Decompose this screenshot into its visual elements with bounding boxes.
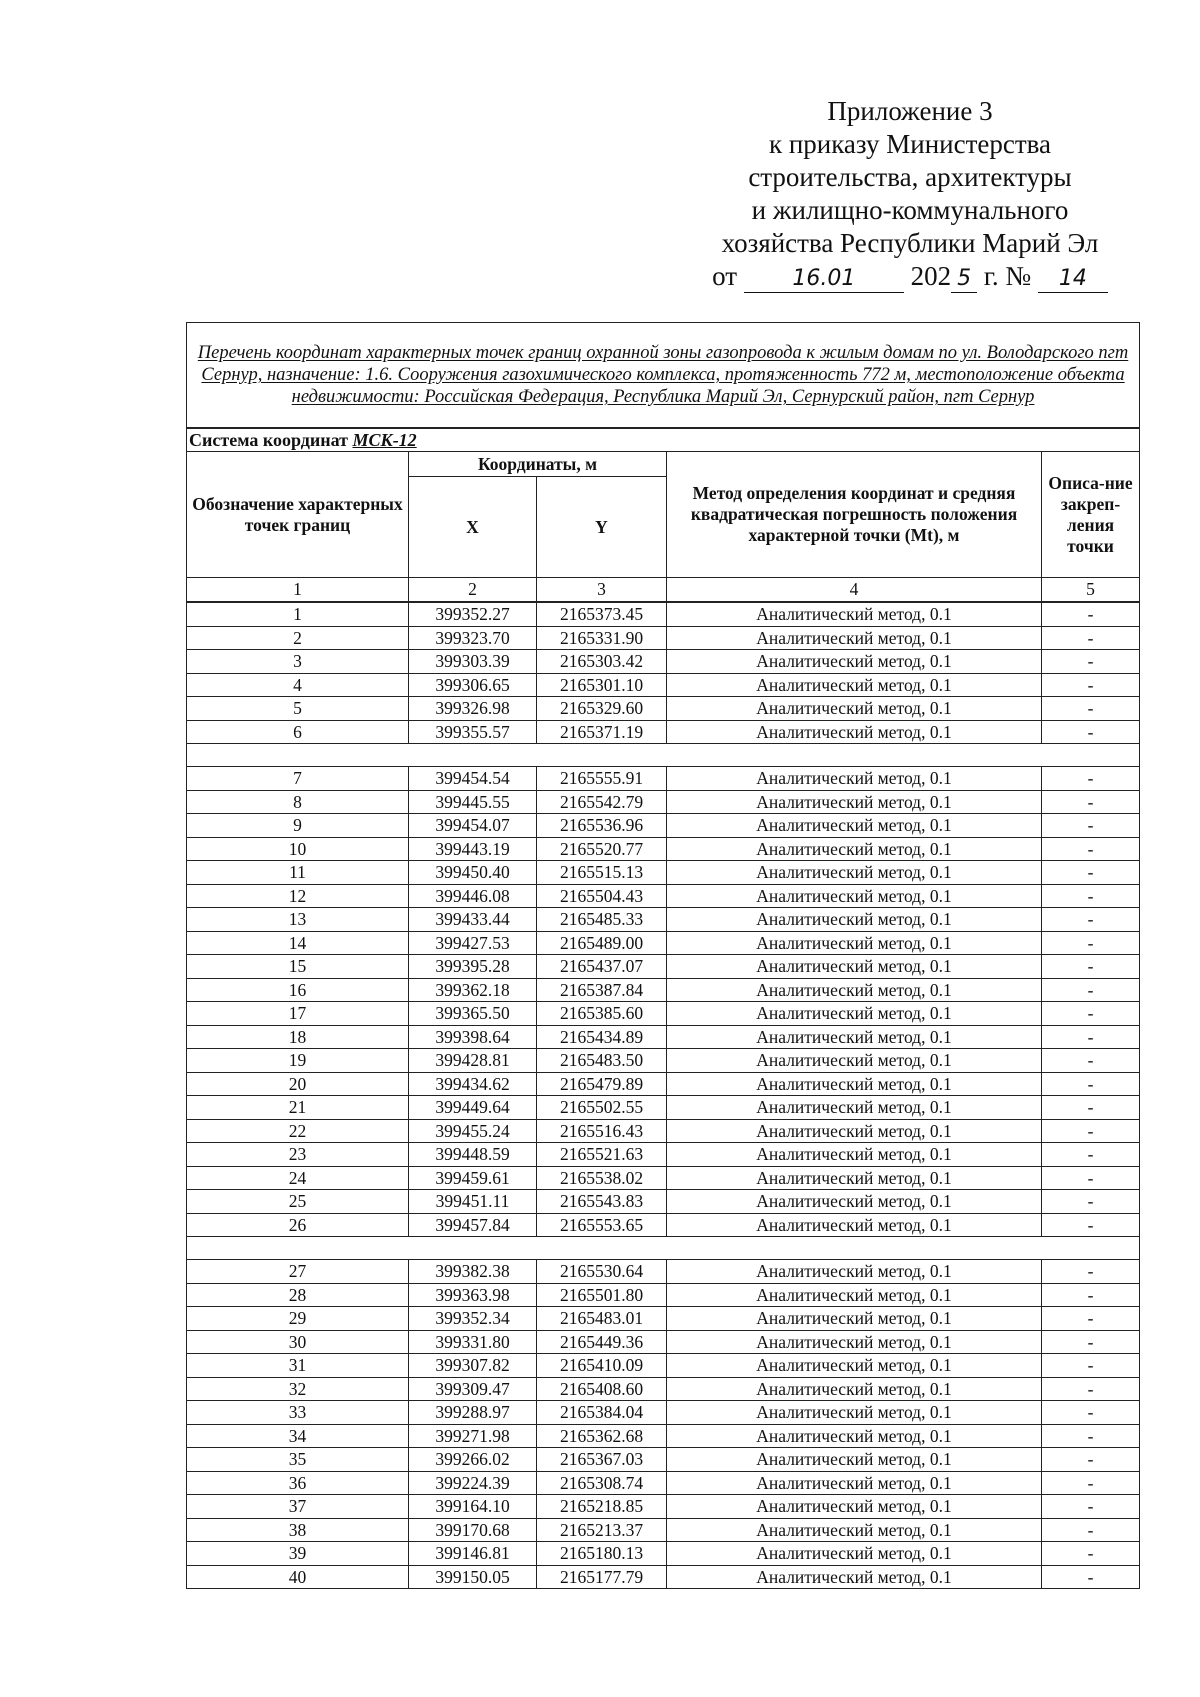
coord-y: 2165516.43 <box>537 1119 667 1143</box>
table-row <box>187 1377 1140 1401</box>
point-number: 15 <box>187 955 409 979</box>
method: Аналитический метод, 0.1 <box>667 1354 1042 1378</box>
table-row <box>187 955 1140 979</box>
method: Аналитический метод, 0.1 <box>667 1025 1042 1049</box>
header-description: Описа-ние закреп-ления точки <box>1042 452 1140 578</box>
order-number: 14 <box>1038 266 1108 293</box>
coord-x: 399433.44 <box>409 908 537 932</box>
coord-x: 399271.98 <box>409 1424 537 1448</box>
method: Аналитический метод, 0.1 <box>667 1119 1042 1143</box>
separator-cell <box>537 1237 667 1260</box>
method: Аналитический метод, 0.1 <box>667 1330 1042 1354</box>
coord-y: 2165485.33 <box>537 908 667 932</box>
table-row <box>187 814 1140 838</box>
method: Аналитический метод, 0.1 <box>667 1448 1042 1472</box>
method: Аналитический метод, 0.1 <box>667 697 1042 721</box>
description: - <box>1042 1260 1140 1284</box>
point-number: 17 <box>187 1002 409 1026</box>
coord-x: 399428.81 <box>409 1049 537 1073</box>
coord-y: 2165301.10 <box>537 673 667 697</box>
year-prefix: 202 <box>910 261 952 291</box>
method: Аналитический метод, 0.1 <box>667 1424 1042 1448</box>
point-number: 25 <box>187 1190 409 1214</box>
contour-separator-row <box>187 744 1140 767</box>
method: Аналитический метод, 0.1 <box>667 1283 1042 1307</box>
coord-y: 2165385.60 <box>537 1002 667 1026</box>
description: - <box>1042 978 1140 1002</box>
table-row <box>187 1072 1140 1096</box>
header-point-designation: Обозначение характерных точек границ <box>187 452 409 578</box>
header-line-1: Приложение 3 <box>827 96 993 126</box>
method: Аналитический метод, 0.1 <box>667 955 1042 979</box>
table-row <box>187 1049 1140 1073</box>
table-row <box>187 1307 1140 1331</box>
order-date-line <box>690 260 1130 293</box>
coord-x: 399362.18 <box>409 978 537 1002</box>
column-number: 3 <box>537 578 667 603</box>
table-row <box>187 1002 1140 1026</box>
description: - <box>1042 1424 1140 1448</box>
coord-x: 399352.34 <box>409 1307 537 1331</box>
method: Аналитический метод, 0.1 <box>667 602 1042 626</box>
table-row <box>187 1518 1140 1542</box>
description: - <box>1042 1307 1140 1331</box>
method: Аналитический метод, 0.1 <box>667 720 1042 744</box>
coord-y: 2165213.37 <box>537 1518 667 1542</box>
separator-cell <box>667 744 1042 767</box>
method: Аналитический метод, 0.1 <box>667 908 1042 932</box>
header-line-5: хозяйства Республики Марий Эл <box>721 228 1099 258</box>
coord-x: 399355.57 <box>409 720 537 744</box>
description: - <box>1042 931 1140 955</box>
separator-cell <box>1042 1237 1140 1260</box>
column-number: 5 <box>1042 578 1140 603</box>
table-title-row <box>187 323 1140 429</box>
description: - <box>1042 1213 1140 1237</box>
coord-y: 2165180.13 <box>537 1542 667 1566</box>
table-row <box>187 1213 1140 1237</box>
table-row <box>187 931 1140 955</box>
point-number: 12 <box>187 884 409 908</box>
table-row <box>187 1354 1140 1378</box>
coord-y: 2165303.42 <box>537 650 667 674</box>
point-number: 40 <box>187 1565 409 1589</box>
coord-x: 399326.98 <box>409 697 537 721</box>
description: - <box>1042 1565 1140 1589</box>
separator-cell <box>1042 744 1140 767</box>
point-number: 27 <box>187 1260 409 1284</box>
point-number: 11 <box>187 861 409 885</box>
description: - <box>1042 1143 1140 1167</box>
point-number: 14 <box>187 931 409 955</box>
coord-x: 399398.64 <box>409 1025 537 1049</box>
point-number: 22 <box>187 1119 409 1143</box>
point-number: 37 <box>187 1495 409 1519</box>
point-number: 19 <box>187 1049 409 1073</box>
coord-x: 399450.40 <box>409 861 537 885</box>
description: - <box>1042 955 1140 979</box>
description: - <box>1042 1542 1140 1566</box>
method: Аналитический метод, 0.1 <box>667 1565 1042 1589</box>
method: Аналитический метод, 0.1 <box>667 673 1042 697</box>
table-row <box>187 884 1140 908</box>
coord-x: 399451.11 <box>409 1190 537 1214</box>
coord-x: 399427.53 <box>409 931 537 955</box>
header-row-1 <box>187 452 1140 477</box>
method: Аналитический метод, 0.1 <box>667 1072 1042 1096</box>
separator-cell <box>409 1237 537 1260</box>
point-number: 20 <box>187 1072 409 1096</box>
description: - <box>1042 1495 1140 1519</box>
description: - <box>1042 673 1140 697</box>
coord-y: 2165331.90 <box>537 626 667 650</box>
method: Аналитический метод, 0.1 <box>667 1190 1042 1214</box>
point-number: 33 <box>187 1401 409 1425</box>
coord-x: 399445.55 <box>409 790 537 814</box>
table-row <box>187 1119 1140 1143</box>
coord-y: 2165530.64 <box>537 1260 667 1284</box>
point-number: 6 <box>187 720 409 744</box>
method: Аналитический метод, 0.1 <box>667 1307 1042 1331</box>
coord-x: 399307.82 <box>409 1354 537 1378</box>
table-row <box>187 1448 1140 1472</box>
point-number: 36 <box>187 1471 409 1495</box>
description: - <box>1042 650 1140 674</box>
coord-x: 399395.28 <box>409 955 537 979</box>
column-number: 2 <box>409 578 537 603</box>
coord-y: 2165489.00 <box>537 931 667 955</box>
table-row <box>187 1330 1140 1354</box>
coord-x: 399164.10 <box>409 1495 537 1519</box>
coord-x: 399443.19 <box>409 837 537 861</box>
coordinates-table-body <box>187 323 1140 1589</box>
table-title: Перечень координат характерных точек границ охранной зоны газопровода к жилым домам по ул. Володарского пгт Сернур, назначение: 1.6. Сооружения газохимического комплекса, протяженность 772 м, местоположение объекта недвижимости: Российская Федерация, Республика Марий Эл, Сернурский район, пгт Сернур <box>187 323 1140 429</box>
description: - <box>1042 626 1140 650</box>
coord-y: 2165434.89 <box>537 1025 667 1049</box>
coord-x: 399454.07 <box>409 814 537 838</box>
point-number: 1 <box>187 602 409 626</box>
table-row <box>187 1260 1140 1284</box>
from-label: от <box>712 261 738 291</box>
table-row <box>187 1190 1140 1214</box>
header-line-3: строительства, архитектуры <box>748 162 1072 192</box>
coord-y: 2165502.55 <box>537 1096 667 1120</box>
table-row <box>187 1565 1140 1589</box>
coord-y: 2165538.02 <box>537 1166 667 1190</box>
column-number-row <box>187 578 1140 603</box>
coord-x: 399448.59 <box>409 1143 537 1167</box>
table-row <box>187 1025 1140 1049</box>
table-row <box>187 1471 1140 1495</box>
coord-x: 399455.24 <box>409 1119 537 1143</box>
coord-y: 2165483.01 <box>537 1307 667 1331</box>
number-label: г. № <box>983 261 1032 291</box>
point-number: 29 <box>187 1307 409 1331</box>
coord-y: 2165437.07 <box>537 955 667 979</box>
description: - <box>1042 1166 1140 1190</box>
description: - <box>1042 1119 1140 1143</box>
method: Аналитический метод, 0.1 <box>667 931 1042 955</box>
coord-y: 2165362.68 <box>537 1424 667 1448</box>
coord-x: 399323.70 <box>409 626 537 650</box>
coord-x: 399146.81 <box>409 1542 537 1566</box>
method: Аналитический метод, 0.1 <box>667 1002 1042 1026</box>
table-row <box>187 1495 1140 1519</box>
description: - <box>1042 814 1140 838</box>
separator-cell <box>667 1237 1042 1260</box>
method: Аналитический метод, 0.1 <box>667 1377 1042 1401</box>
description: - <box>1042 1025 1140 1049</box>
method: Аналитический метод, 0.1 <box>667 626 1042 650</box>
method: Аналитический метод, 0.1 <box>667 650 1042 674</box>
table-row <box>187 767 1140 791</box>
point-number: 35 <box>187 1448 409 1472</box>
coord-y: 2165555.91 <box>537 767 667 791</box>
point-number: 38 <box>187 1518 409 1542</box>
table-row <box>187 626 1140 650</box>
method: Аналитический метод, 0.1 <box>667 1049 1042 1073</box>
method: Аналитический метод, 0.1 <box>667 1518 1042 1542</box>
coord-x: 399457.84 <box>409 1213 537 1237</box>
method: Аналитический метод, 0.1 <box>667 1401 1042 1425</box>
table-row <box>187 650 1140 674</box>
method: Аналитический метод, 0.1 <box>667 884 1042 908</box>
coord-x: 399306.65 <box>409 673 537 697</box>
coord-y: 2165520.77 <box>537 837 667 861</box>
description: - <box>1042 1401 1140 1425</box>
separator-cell <box>409 744 537 767</box>
table-row <box>187 602 1140 626</box>
table-row <box>187 1283 1140 1307</box>
method: Аналитический метод, 0.1 <box>667 1096 1042 1120</box>
coord-y: 2165483.50 <box>537 1049 667 1073</box>
point-number: 4 <box>187 673 409 697</box>
description: - <box>1042 1096 1140 1120</box>
description: - <box>1042 1190 1140 1214</box>
table-row <box>187 861 1140 885</box>
coord-y: 2165501.80 <box>537 1283 667 1307</box>
coord-y: 2165218.85 <box>537 1495 667 1519</box>
coord-x: 399434.62 <box>409 1072 537 1096</box>
contour-separator-row <box>187 1237 1140 1260</box>
column-number: 4 <box>667 578 1042 603</box>
table-row <box>187 1166 1140 1190</box>
coord-x: 399288.97 <box>409 1401 537 1425</box>
coord-y: 2165515.13 <box>537 861 667 885</box>
point-number: 21 <box>187 1096 409 1120</box>
coord-x: 399363.98 <box>409 1283 537 1307</box>
coordinate-system-value: МСК-12 <box>352 429 417 450</box>
point-number: 23 <box>187 1143 409 1167</box>
coord-y: 2165384.04 <box>537 1401 667 1425</box>
point-number: 32 <box>187 1377 409 1401</box>
coord-y: 2165367.03 <box>537 1448 667 1472</box>
point-number: 34 <box>187 1424 409 1448</box>
coord-y: 2165308.74 <box>537 1471 667 1495</box>
separator-cell <box>537 744 667 767</box>
table-row <box>187 978 1140 1002</box>
coord-y: 2165177.79 <box>537 1565 667 1589</box>
coordinate-system-label: Система координат <box>189 429 348 450</box>
coordinate-system <box>187 428 1140 452</box>
description: - <box>1042 1448 1140 1472</box>
point-number: 16 <box>187 978 409 1002</box>
point-number: 28 <box>187 1283 409 1307</box>
point-number: 7 <box>187 767 409 791</box>
table-row <box>187 1401 1140 1425</box>
separator-cell <box>187 1237 409 1260</box>
header-coordinates: Координаты, м <box>409 452 667 477</box>
table-row <box>187 908 1140 932</box>
method: Аналитический метод, 0.1 <box>667 1495 1042 1519</box>
coord-x: 399331.80 <box>409 1330 537 1354</box>
coord-y: 2165553.65 <box>537 1213 667 1237</box>
header-x: X <box>409 477 537 578</box>
coord-x: 399224.39 <box>409 1471 537 1495</box>
point-number: 26 <box>187 1213 409 1237</box>
description: - <box>1042 1283 1140 1307</box>
coord-y: 2165543.83 <box>537 1190 667 1214</box>
coord-x: 399449.64 <box>409 1096 537 1120</box>
description: - <box>1042 790 1140 814</box>
point-number: 10 <box>187 837 409 861</box>
method: Аналитический метод, 0.1 <box>667 1143 1042 1167</box>
method: Аналитический метод, 0.1 <box>667 1213 1042 1237</box>
separator-cell <box>187 744 409 767</box>
description: - <box>1042 837 1140 861</box>
description: - <box>1042 1072 1140 1096</box>
point-number: 30 <box>187 1330 409 1354</box>
method: Аналитический метод, 0.1 <box>667 814 1042 838</box>
coord-x: 399365.50 <box>409 1002 537 1026</box>
coord-x: 399266.02 <box>409 1448 537 1472</box>
method: Аналитический метод, 0.1 <box>667 1542 1042 1566</box>
description: - <box>1042 861 1140 885</box>
document-header <box>690 95 1130 293</box>
coord-x: 399309.47 <box>409 1377 537 1401</box>
coord-x: 399446.08 <box>409 884 537 908</box>
method: Аналитический метод, 0.1 <box>667 790 1042 814</box>
table-row <box>187 1542 1140 1566</box>
coord-y: 2165504.43 <box>537 884 667 908</box>
description: - <box>1042 1049 1140 1073</box>
coord-x: 399150.05 <box>409 1565 537 1589</box>
point-number: 31 <box>187 1354 409 1378</box>
description: - <box>1042 884 1140 908</box>
coordinates-table <box>186 322 1140 1589</box>
header-line-2: к приказу Министерства <box>768 129 1052 159</box>
coord-y: 2165536.96 <box>537 814 667 838</box>
description: - <box>1042 767 1140 791</box>
table-row <box>187 1143 1140 1167</box>
point-number: 18 <box>187 1025 409 1049</box>
header-method: Метод определения координат и средняя квадратическая погрешность положения характерной точки (Mt), м <box>667 452 1042 578</box>
description: - <box>1042 1518 1140 1542</box>
method: Аналитический метод, 0.1 <box>667 837 1042 861</box>
point-number: 3 <box>187 650 409 674</box>
column-number: 1 <box>187 578 409 603</box>
point-number: 5 <box>187 697 409 721</box>
method: Аналитический метод, 0.1 <box>667 767 1042 791</box>
coord-y: 2165479.89 <box>537 1072 667 1096</box>
header-line-4: и жилищно-коммунального <box>751 195 1069 225</box>
table-row <box>187 720 1140 744</box>
method: Аналитический метод, 0.1 <box>667 861 1042 885</box>
coord-x: 399382.38 <box>409 1260 537 1284</box>
method: Аналитический метод, 0.1 <box>667 1471 1042 1495</box>
description: - <box>1042 720 1140 744</box>
method: Аналитический метод, 0.1 <box>667 978 1042 1002</box>
coord-y: 2165410.09 <box>537 1354 667 1378</box>
coord-y: 2165373.45 <box>537 602 667 626</box>
coord-y: 2165449.36 <box>537 1330 667 1354</box>
coord-x: 399303.39 <box>409 650 537 674</box>
coord-y: 2165329.60 <box>537 697 667 721</box>
description: - <box>1042 602 1140 626</box>
coordinate-system-row <box>187 428 1140 452</box>
point-number: 9 <box>187 814 409 838</box>
coord-y: 2165521.63 <box>537 1143 667 1167</box>
coord-x: 399454.54 <box>409 767 537 791</box>
method: Аналитический метод, 0.1 <box>667 1260 1042 1284</box>
point-number: 13 <box>187 908 409 932</box>
table-row <box>187 673 1140 697</box>
description: - <box>1042 1471 1140 1495</box>
description: - <box>1042 1002 1140 1026</box>
coord-y: 2165371.19 <box>537 720 667 744</box>
coord-y: 2165387.84 <box>537 978 667 1002</box>
description: - <box>1042 1330 1140 1354</box>
coord-y: 2165408.60 <box>537 1377 667 1401</box>
point-number: 24 <box>187 1166 409 1190</box>
description: - <box>1042 1354 1140 1378</box>
table-row <box>187 1424 1140 1448</box>
table-row <box>187 697 1140 721</box>
description: - <box>1042 697 1140 721</box>
method: Аналитический метод, 0.1 <box>667 1166 1042 1190</box>
coord-x: 399352.27 <box>409 602 537 626</box>
point-number: 39 <box>187 1542 409 1566</box>
point-number: 8 <box>187 790 409 814</box>
order-year-digit: 5 <box>951 266 977 293</box>
coord-y: 2165542.79 <box>537 790 667 814</box>
coord-x: 399459.61 <box>409 1166 537 1190</box>
description: - <box>1042 1377 1140 1401</box>
table-row <box>187 837 1140 861</box>
coord-x: 399170.68 <box>409 1518 537 1542</box>
order-date: 16.01 <box>744 266 904 293</box>
point-number: 2 <box>187 626 409 650</box>
header-y: Y <box>537 477 667 578</box>
table-row <box>187 790 1140 814</box>
table-row <box>187 1096 1140 1120</box>
description: - <box>1042 908 1140 932</box>
